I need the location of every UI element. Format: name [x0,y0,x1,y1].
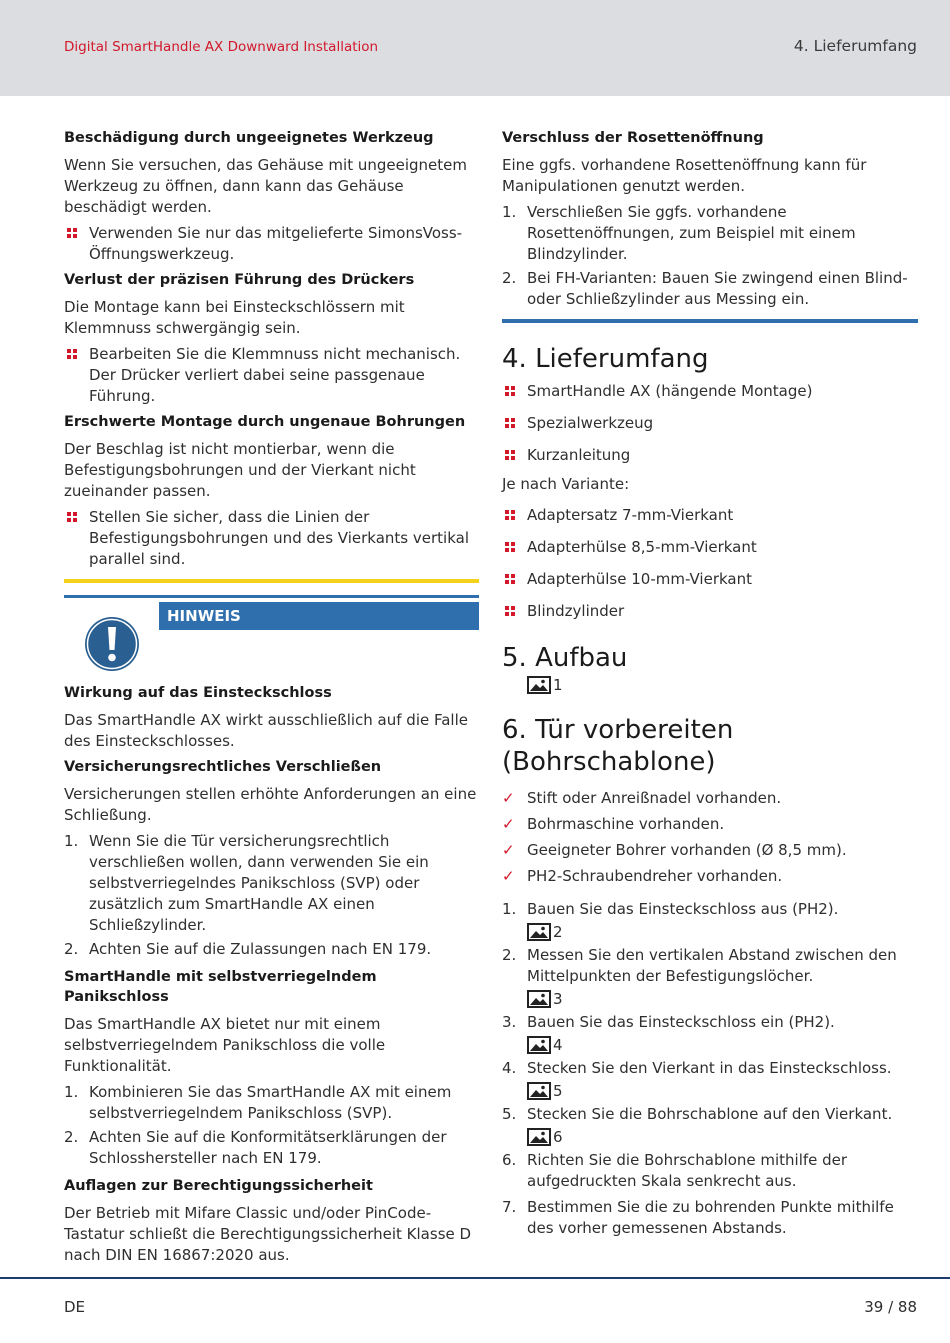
step-item: 5. Stecken Sie die Bohrschablone auf den Vierkant. [502,1105,893,1123]
numbered-item: 1. Verschließen Sie ggfs. vorhandene Rosettenöffnungen, zum Beispiel mit einem Blindzylinder. [502,203,856,263]
image-reference: 6 [527,1128,918,1146]
image-reference: 5 [527,1082,918,1100]
warning-end-rule [64,579,479,583]
heading-aufbau: 5. Aufbau [502,643,628,673]
image-icon [527,1082,551,1100]
checklist-item: ✓ Geeigneter Bohrer vorhanden (Ø 8,5 mm). [502,841,847,859]
bullet-item: Adapterhülse 10-mm-Vierkant [502,569,918,590]
bullet-icon [505,606,516,617]
subheading: Beschädigung durch ungeeignetes Werkzeug [64,130,434,146]
paragraph: Die Montage kann bei Einsteckschlössern mit Klemmnuss schwergängig sein. [64,298,405,337]
numbered-item: 1. Kombinieren Sie das SmartHandle AX mit einem selbstverriegelndem Panikschloss (SVP). [64,1083,452,1122]
bullet-item: SmartHandle AX (hängende Montage) [502,381,918,402]
bullet-icon [505,418,516,429]
step-item: 2. Messen Sie den vertikalen Abstand zwischen den Mittelpunkten der Befestigungslöcher. [502,946,897,985]
warning-end-rule [502,319,918,323]
hinweis-notice [64,595,479,683]
paragraph: Der Beschlag ist nicht montierbar, wenn die Befestigungsbohrungen und der Vierkant nicht zueinander passen. [64,440,416,500]
subheading: Erschwerte Montage durch ungenaue Bohrungen [64,414,466,430]
subheading: Wirkung auf das Einsteckschloss [64,685,332,701]
document-title: Digital SmartHandle AX Downward Installation [64,39,379,55]
bullet-icon [67,512,78,523]
notice-label: HINWEIS [159,602,479,630]
checklist-item: ✓ Bohrmaschine vorhanden. [502,815,725,833]
heading-lieferumfang: 4. Lieferumfang [502,344,709,374]
image-reference: 1 [527,676,918,694]
numbered-item: 2. Bei FH-Varianten: Bauen Sie zwingend einen Blind- oder Schließzylinder aus Messing ein. [502,269,908,308]
bullet-icon [505,386,516,397]
notice-top-rule [64,595,479,598]
bullet-icon [67,228,78,239]
image-reference: 3 [527,990,918,1008]
subheading: SmartHandle mit selbstverriegelndem Panikschloss [64,969,377,1005]
subheading: Auflagen zur Berechtigungssicherheit [64,1178,373,1194]
paragraph: Wenn Sie versuchen, das Gehäuse mit ungeeignetem Werkzeug zu öffnen, dann kann das Gehäuse beschädigt werden. [64,156,468,216]
check-icon: ✓ [502,789,515,807]
bullet-icon [67,349,78,360]
paragraph: Das SmartHandle AX bietet nur mit einem selbstverriegelndem Panikschloss die volle Funktionalität. [64,1015,386,1075]
bullet-item: Spezialwerkzeug [502,413,918,434]
check-icon: ✓ [502,867,515,885]
numbered-item: 2. Achten Sie auf die Zulassungen nach EN 179. [64,940,432,958]
step-item: 1. Bauen Sie das Einsteckschloss aus (PH2). [502,900,839,918]
bullet-icon [505,542,516,553]
exclamation-icon [83,615,141,673]
page-header [0,0,950,96]
bullet-icon [505,510,516,521]
numbered-item: 1. Wenn Sie die Tür versicherungsrechtlich verschließen wollen, dann verwenden Sie ein selbstverriegelndes Panikschloss (SVP) oder zusätzlich zum SmartHandle AX einen Schließzylinder. [64,832,429,934]
image-icon [527,990,551,1008]
image-reference: 4 [527,1036,918,1054]
bullet-item: Stellen Sie sicher, dass die Linien der Befestigungsbohrungen und des Vierkants vertikal parallel sind. [64,507,479,570]
section-title: 4. Lieferumfang [793,37,917,55]
subheading: Verlust der präzisen Führung des Drückers [64,272,415,288]
left-column [64,128,479,1271]
image-icon [527,1128,551,1146]
paragraph: Der Betrieb mit Mifare Classic und/oder PinCode-Tastatur schließt die Berechtigungssicherheit Klasse D nach DIN EN 16867:2020 aus. [64,1204,472,1264]
image-icon [527,1036,551,1054]
bullet-icon [505,574,516,585]
check-icon: ✓ [502,815,515,833]
check-icon: ✓ [502,841,515,859]
subheading: Verschluss der Rosettenöffnung [502,130,764,146]
bullet-item: Adapterhülse 8,5-mm-Vierkant [502,537,918,558]
step-item: 6. Richten Sie die Bohrschablone mithilfe der aufgedruckten Skala senkrecht aus. [502,1151,848,1190]
right-column [502,128,918,1242]
bullet-item: Bearbeiten Sie die Klemmnuss nicht mechanisch. Der Drücker verliert dabei seine passgenaue Führung. [64,344,479,407]
step-item: 4. Stecken Sie den Vierkant in das Einsteckschloss. [502,1059,892,1077]
checklist-item: ✓ PH2-Schraubendreher vorhanden. [502,867,783,885]
paragraph: Eine ggfs. vorhandene Rosettenöffnung kann für Manipulationen genutzt werden. [502,156,867,195]
step-item: 7. Bestimmen Sie die zu bohrenden Punkte mithilfe des vorher gemessenen Abstands. [502,1198,894,1237]
paragraph: Das SmartHandle AX wirkt ausschließlich auf die Falle des Einsteckschlosses. [64,711,468,750]
subheading: Versicherungsrechtliches Verschließen [64,759,382,775]
image-icon [527,923,551,941]
paragraph: Je nach Variante: [502,475,630,493]
step-item: 3. Bauen Sie das Einsteckschloss ein (PH2). [502,1013,835,1031]
heading-tuer-vorbereiten: 6. Tür vorbereiten (Bohrschablone) [502,715,734,777]
paragraph: Versicherungen stellen erhöhte Anforderungen an eine Schließung. [64,785,477,824]
bullet-item: Adaptersatz 7-mm-Vierkant [502,505,918,526]
bullet-item: Kurzanleitung [502,445,918,466]
language-code: DE [64,1298,86,1316]
footer-rule [0,1277,950,1279]
bullet-item: Verwenden Sie nur das mitgelieferte SimonsVoss-Öffnungswerkzeug. [64,223,479,265]
image-reference: 2 [527,923,918,941]
bullet-item: Blindzylinder [502,601,918,622]
checklist-item: ✓ Stift oder Anreißnadel vorhanden. [502,789,782,807]
image-icon [527,676,551,694]
page-number: 39 / 88 [864,1298,917,1316]
bullet-icon [505,450,516,461]
numbered-item: 2. Achten Sie auf die Konformitätserklärungen der Schlosshersteller nach EN 179. [64,1128,447,1167]
